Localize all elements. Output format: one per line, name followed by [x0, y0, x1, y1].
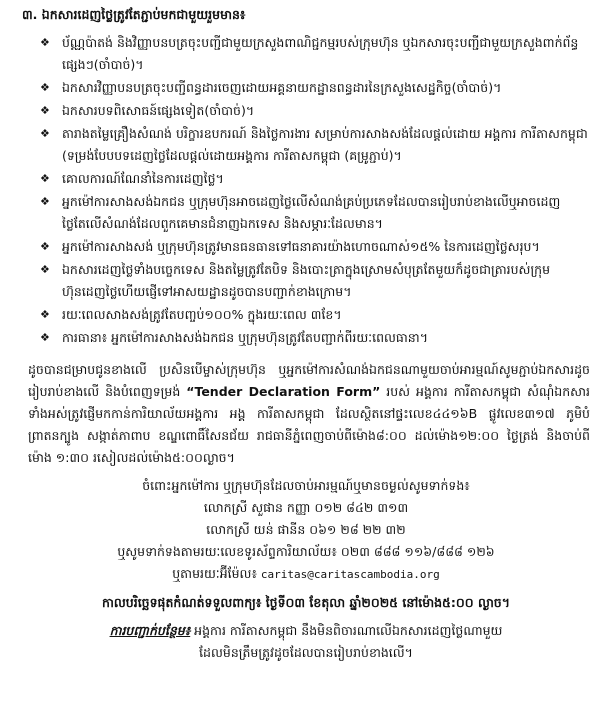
- list-item: [36, 236, 590, 258]
- requirement-text: ឯកសារដេញថ្លៃទាំងបច្ចេកទេស និងតម្លៃត្រូវតែបិទ និងបោះត្រាក្នុងស្រោមសំបុត្រតែមួយក៏ដូចជាត្រារបស់ក្រុមហ៊ុនដេញថ្លៃហើយផ្ញើទៅអាសយដ្ឋានដូចបានបញ្ជាក់ខាងក្រោម។: [62, 262, 551, 299]
- contact-intro: ចំពោះអ្នកម៉ៅការ ឬក្រុមហ៊ុនដែលចាប់អារម្មណ៍ឬមានចម្ងល់សូមទាក់ទង៖: [142, 478, 470, 493]
- note-line-2: ដែលមិនត្រឹមត្រូវដូចដែលបានរៀបរាប់ខាងលើ។: [199, 645, 413, 660]
- requirement-text: តារាងតម្លៃគ្រឿងសំណង់ បរិក្ខារឧបករណ៍ និងថ្លៃការងារ សម្រាប់ការសាងសង់ដែលផ្តល់ដោយ អង្គការ ការីតាសកម្ពុជា (ទម្រង់បែបបទដេញថ្លៃដែលផ្តល់ដោយអង្គការ ការីតាសកម្ពុជា (គម្រូភ្ជាប់)។: [62, 126, 588, 163]
- contact-person-1: លោកស្រី សួផាន កញ្ញា ០១២ ៨៤២ ៣១៣: [203, 500, 409, 515]
- section-heading: ៣. ឯកសារដេញថ្លៃត្រូវតែភ្ជាប់មកជាមួយរួមមាន៖: [22, 7, 246, 22]
- office-phone-number[interactable]: ០២៣ ៨៨៨ ១១៦/៨៨៨ ១២៦: [340, 544, 495, 559]
- diamond-bullet-icon: ❖: [40, 36, 50, 49]
- requirement-text: ឯកសារវិញ្ញាបនបត្រចុះបញ្ជីពន្ធដារចេញដោយអគ្គនាយកដ្ឋានពន្ធដារនៃក្រសួងសេដ្ឋកិច្ច(ចាំបាច់)។: [62, 80, 502, 95]
- application-deadline: កាលបរិច្ឆេទផុតកំណត់ទទួលពាក្យ៖ ថ្ងៃទី០៣ ខែតុលា ឆ្នាំ២០២៥ នៅម៉ោង៥:០០ ល្ងាច។: [102, 595, 510, 610]
- list-item: [36, 304, 590, 326]
- list-item: [36, 259, 590, 303]
- diamond-bullet-icon: ❖: [40, 195, 50, 208]
- contact-person-2: លោកស្រី យន់ ផានីន ០៦១ ២៨ ២២ ៣២: [206, 522, 406, 537]
- list-item: [36, 191, 590, 235]
- requirement-text: គោលការណ៍ណែនាំនៃការដេញថ្លៃ។: [62, 171, 224, 186]
- email-line: [22, 563, 590, 586]
- list-item: [36, 32, 590, 76]
- requirement-text: ឯកសារបទពិសោធន៍ផ្សេងទៀត(ចាំបាច់)។: [62, 103, 255, 118]
- diamond-bullet-icon: ❖: [40, 331, 50, 344]
- requirement-text: អ្នកម៉ៅការសាងសង់ ឬក្រុមហ៊ុនត្រូវមានធនធានទៅធនាគារយ៉ាងហោចណាស់១៥% នៃការដេញថ្លៃសរុប។: [62, 239, 540, 254]
- list-item: [36, 77, 590, 99]
- diamond-bullet-icon: ❖: [40, 104, 50, 117]
- office-phone-label: ឬសូមទាក់ទងតាមរយៈលេខទូរស័ព្ទការិយាល័យ៖: [117, 544, 341, 559]
- list-item: [36, 168, 590, 190]
- paragraph-text-before-form: ដូចបានជម្រាបជូនខាងលើ ប្រសិនបើម្ចាស់ក្រុមហ៊ុន ឬអ្នកម៉ៅការសំណង់ឯកជនណាមួយចាប់អារម្មណ៍សូមភ្ជាប់ឯកសារដូចរៀបរាប់ខាងលើ និងបំពេញទម្រង់: [28, 362, 590, 399]
- list-item: [36, 123, 590, 167]
- requirement-text: អ្នកម៉ៅការសាងសង់ឯកជន ឬក្រុមហ៊ុនអាចដេញថ្លៃលើសំណង់គ្រប់ប្រភេទដែលបានរៀបរាប់ខាងលើឬអាចដេញថ្លៃតែលើសំណង់ដែលពួកគេមានជំនាញឯកទេស និងសម្ភារៈដែលមាន។: [62, 194, 561, 231]
- list-item: [36, 100, 590, 122]
- office-phone-line: [22, 541, 590, 563]
- diamond-bullet-icon: ❖: [40, 127, 50, 140]
- contact-block: [22, 475, 590, 586]
- requirement-text: រយៈពេលសាងសង់ត្រូវតែបញ្ចប់១០០% ក្នុងរយៈពេល ៣ខែ។: [62, 307, 342, 322]
- diamond-bullet-icon: ❖: [40, 81, 50, 94]
- submission-paragraph: [28, 359, 590, 469]
- diamond-bullet-icon: ❖: [40, 240, 50, 253]
- requirements-list: [22, 32, 590, 349]
- email-label: ឬតាមរយៈអ៊ីម៉ែល៖: [172, 566, 261, 581]
- note-text-1: អង្គការ ការីតាសកម្ពុជា នឹងមិនពិចារណាលើឯកសារដេញថ្លៃណាមួយ: [190, 623, 503, 638]
- note-label: ការបញ្ជាក់បន្ថែម៖: [109, 623, 191, 638]
- list-item: [36, 327, 590, 349]
- requirement-text: ការធានា៖ អ្នកម៉ៅការសាងសង់ឯកជន ឬក្រុមហ៊ុនត្រូវតែបញ្ជាក់ពីរយៈពេលធានា។: [62, 330, 428, 345]
- diamond-bullet-icon: ❖: [40, 172, 50, 185]
- tender-declaration-form-name: “Tender Declaration Form”: [186, 384, 381, 399]
- additional-note: [22, 620, 590, 664]
- requirement-text: ប័ណ្ណប៉ាតង់ និងវិញ្ញាបនបត្រចុះបញ្ជីជាមួយក្រសួងពាណិជ្ជកម្មរបស់ក្រុមហ៊ុន ឬឯកសារចុះបញ្ជីជាមួយក្រសួងពាក់ព័ន្ធផ្សេងៗ(ចាំបាច់)។: [62, 35, 579, 72]
- email-address-link[interactable]: caritas@caritascambodia.org: [260, 568, 440, 581]
- diamond-bullet-icon: ❖: [40, 263, 50, 276]
- diamond-bullet-icon: ❖: [40, 308, 50, 321]
- note-line-1: [22, 620, 590, 642]
- paragraph-text-after-form: របស់ អង្គការ ការីតាសកម្ពុជា សំណុំឯកសារទាំងអស់ត្រូវផ្ញើមកកាន់ការិយាល័យអង្គការ អង្គ ការីតាសកម្ពុជា ដែលស្ថិតនៅផ្ទះលេខ៤៤១៦B ផ្លូវលេខ៣១៧ ភូមិបំព្រាតនក្បូង សង្កាត់ភាពាប ខណ្ឌពោធិ៍សែនជ័យ រាជធានីភ្នំពេញចាប់ពីម៉ោង៨:០០ ដល់ម៉ោង១២:០០ ថ្ងៃត្រង់ និងចាប់ពីម៉ោង ១:៣០ រសៀលដល់ម៉ោង៥:០០ល្ងាច។: [28, 384, 590, 465]
